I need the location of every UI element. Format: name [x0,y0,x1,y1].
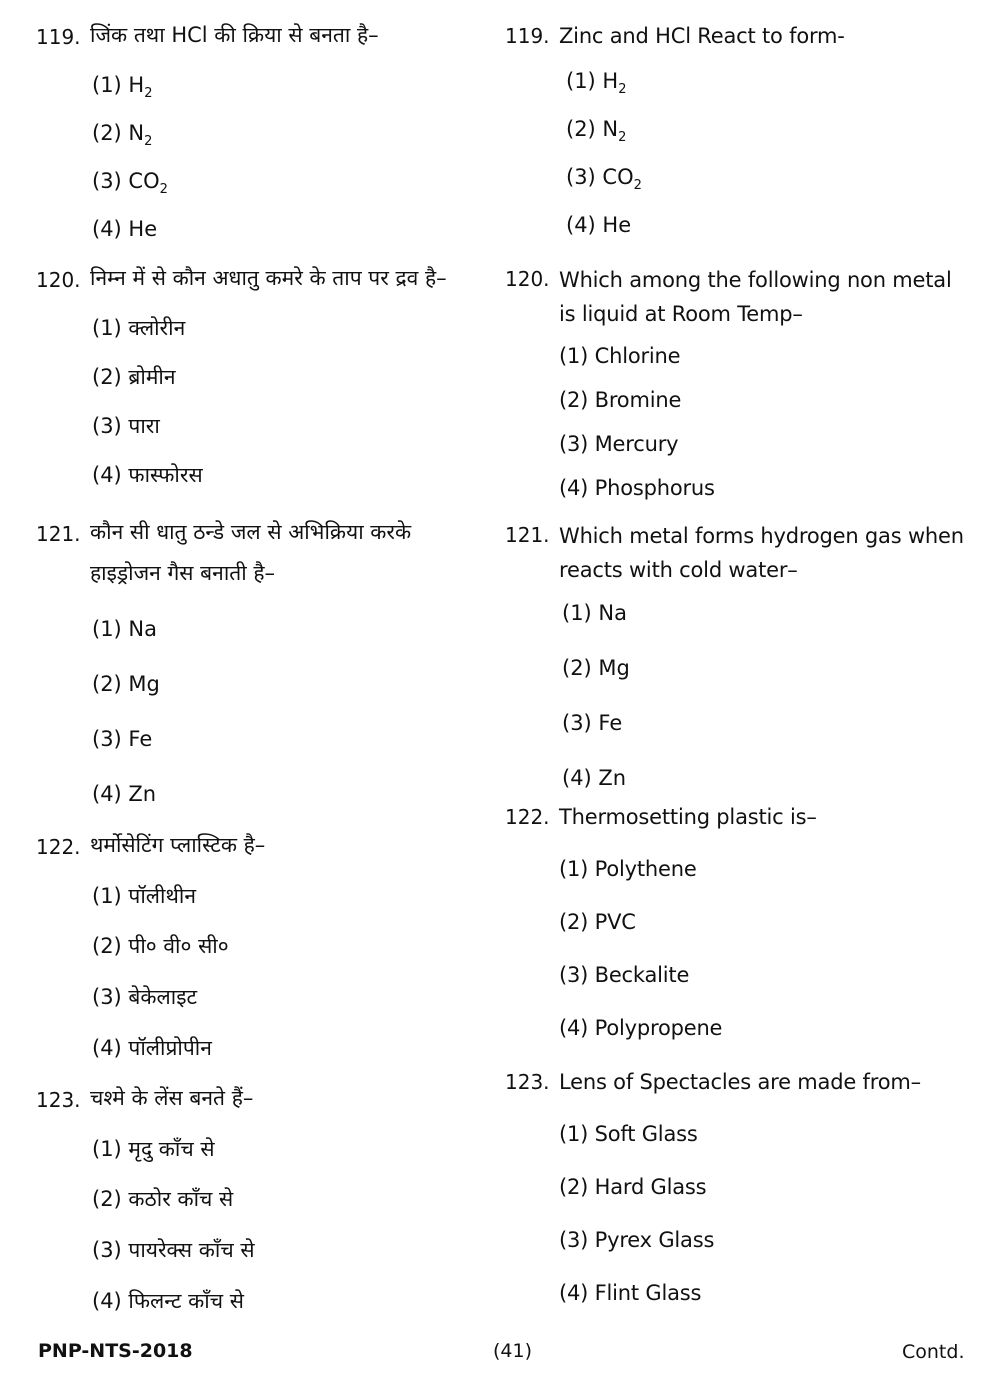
question-text-cont: हाइड्रोजन गैस बनाती है– [90,561,276,585]
option: (3) पारा [92,414,160,438]
option: (2) Bromine [559,388,682,412]
option: (1) Na [92,617,157,641]
option: (3) $CO_2$ [566,165,642,193]
option: (4) Phosphorus [559,476,715,500]
option: (2) ब्रोमीन [92,365,176,389]
option: (2) Mg [562,656,630,680]
option: (4) Polypropene [559,1016,723,1040]
option: (2) PVC [559,910,636,934]
question-text: जिंक तथा HCl की क्रिया से बनता है– [90,23,379,47]
question-number: 120. [505,267,550,291]
question-number: 121. [505,523,550,547]
option: (3) Fe [562,711,623,735]
option: (2) कठोर काँच से [92,1187,234,1211]
option: (1) Polythene [559,857,697,881]
question-number: 122. [505,805,550,829]
question-text: चश्मे के लेंस बनते हैं– [90,1086,254,1110]
option: (4) फिलन्ट काँच से [92,1289,244,1313]
option: (1) Chlorine [559,344,681,368]
question-number: 121. [36,522,81,546]
question-text: Which metal forms hydrogen gas when reacts with cold water– [559,524,964,582]
question-number: 122. [36,835,81,859]
question-text: Thermosetting plastic is– [559,805,817,829]
question-text: Lens of Spectacles are made from– [559,1070,921,1094]
option: (1) मृदु काँच से [92,1137,215,1161]
option: (4) Zn [562,766,627,790]
question-text: Zinc and HCl React to form- [559,24,845,48]
option: (4) फास्फोरस [92,463,203,487]
option: (3) पायरेक्स काँच से [92,1238,255,1262]
option: (4) Flint Glass [559,1281,702,1305]
paper-code: PNP-NTS-2018 [38,1340,193,1362]
question-number: 123. [505,1070,550,1094]
option: (4) पॉलीप्रोपीन [92,1036,212,1060]
question-number: 119. [36,25,81,49]
option: (2) $N_2$ [566,117,627,145]
option: (3) Pyrex Glass [559,1228,715,1252]
question-number: 123. [36,1088,81,1112]
continued-label: Contd. [902,1341,965,1363]
option: (1) $H_2$ [566,69,627,97]
option: (2) $N_2$ [92,121,153,149]
option: (3) Mercury [559,432,679,456]
question-text: थर्मोसेटिंग प्लास्टिक है– [90,833,266,857]
option: (2) Mg [92,672,160,696]
option: (1) पॉलीथीन [92,884,196,908]
option: (3) Beckalite [559,963,690,987]
option: (3) $CO_2$ [92,169,168,197]
option: (1) क्लोरीन [92,316,186,340]
option: (1) Na [562,601,627,625]
question-text: निम्न में से कौन अधातु कमरे के ताप पर द्रव है– [90,266,447,290]
option: (3) Fe [92,727,153,751]
question-number: 120. [36,268,81,292]
page-number: (41) [493,1340,533,1362]
option: (2) पी० वी० सी० [92,934,229,958]
option: (1) $H_2$ [92,73,153,101]
option: (3) बेकेलाइट [92,985,198,1009]
option: (4) He [566,213,632,237]
option: (4) Zn [92,782,157,806]
option: (2) Hard Glass [559,1175,707,1199]
question-number: 119. [505,24,550,48]
option: (4) He [92,217,158,241]
question-text: Which among the following non metal is liquid at Room Temp– [559,268,952,326]
option: (1) Soft Glass [559,1122,698,1146]
question-text: कौन सी धातु ठन्डे जल से अभिक्रिया करके [90,520,412,544]
